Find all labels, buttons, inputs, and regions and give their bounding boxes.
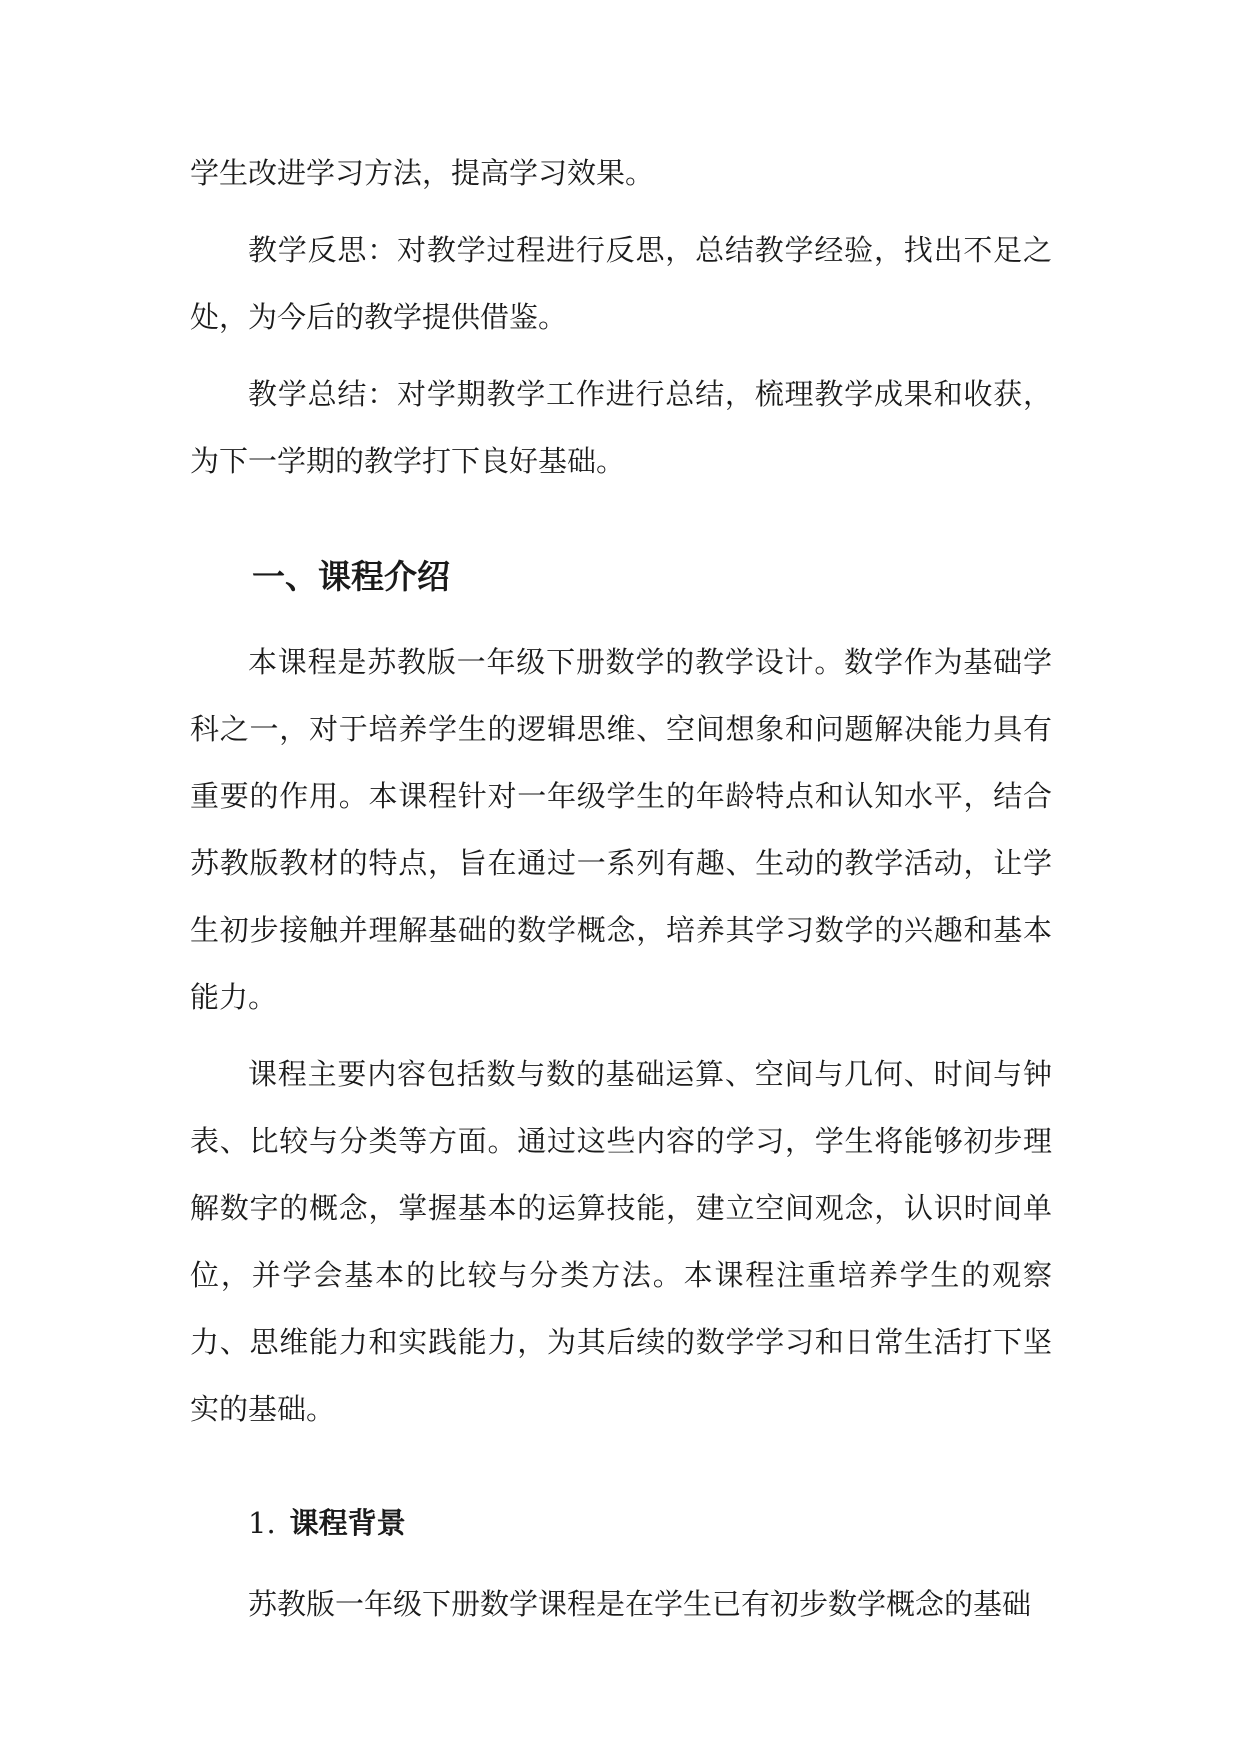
paragraph-course-background: 苏教版一年级下册数学课程是在学生已有初步数学概念的基础 (248, 1587, 1032, 1621)
subsection-title: 课程背景 (289, 1506, 406, 1540)
paragraph-continuation: 学生改进学习方法，提高学习效果。 (190, 156, 655, 190)
paragraph-course-intro-1: 本课程是苏教版一年级下册数学的教学设计。数学作为基础学科之一，对于培养学生的逻辑思维、空间想象和问题解决能力具有重要的作用。本课程针对一年级学生的年龄特点和认知水平，结合苏教版教材的特点，旨在通过一系列有趣、生动的教学活动，让学生初步接触并理解基础的数学概念，培养其学习数学的兴趣和基本能力。 (190, 645, 1052, 1014)
section-heading-course-intro: 一、课程介绍 (252, 557, 450, 596)
subsection-heading-course-background (190, 1495, 1052, 1551)
document-page (190, 140, 1052, 1638)
paragraph-teaching-reflection: 教学反思：对教学过程进行反思，总结教学经验，找出不足之处，为今后的教学提供借鉴。 (190, 233, 1052, 334)
subsection-number: 1. (248, 1506, 276, 1540)
paragraph-course-intro-2: 课程主要内容包括数与数的基础运算、空间与几何、时间与钟表、比较与分类等方面。通过这些内容的学习，学生将能够初步理解数字的概念，掌握基本的运算技能，建立空间观念，认识时间单位，并学会基本的比较与分类方法。本课程注重培养学生的观察力、思维能力和实践能力，为其后续的数学学习和日常生活打下坚实的基础。 (190, 1057, 1052, 1426)
paragraph-teaching-summary: 教学总结：对学期教学工作进行总结，梳理教学成果和收获，为下一学期的教学打下良好基础。 (190, 377, 1052, 478)
